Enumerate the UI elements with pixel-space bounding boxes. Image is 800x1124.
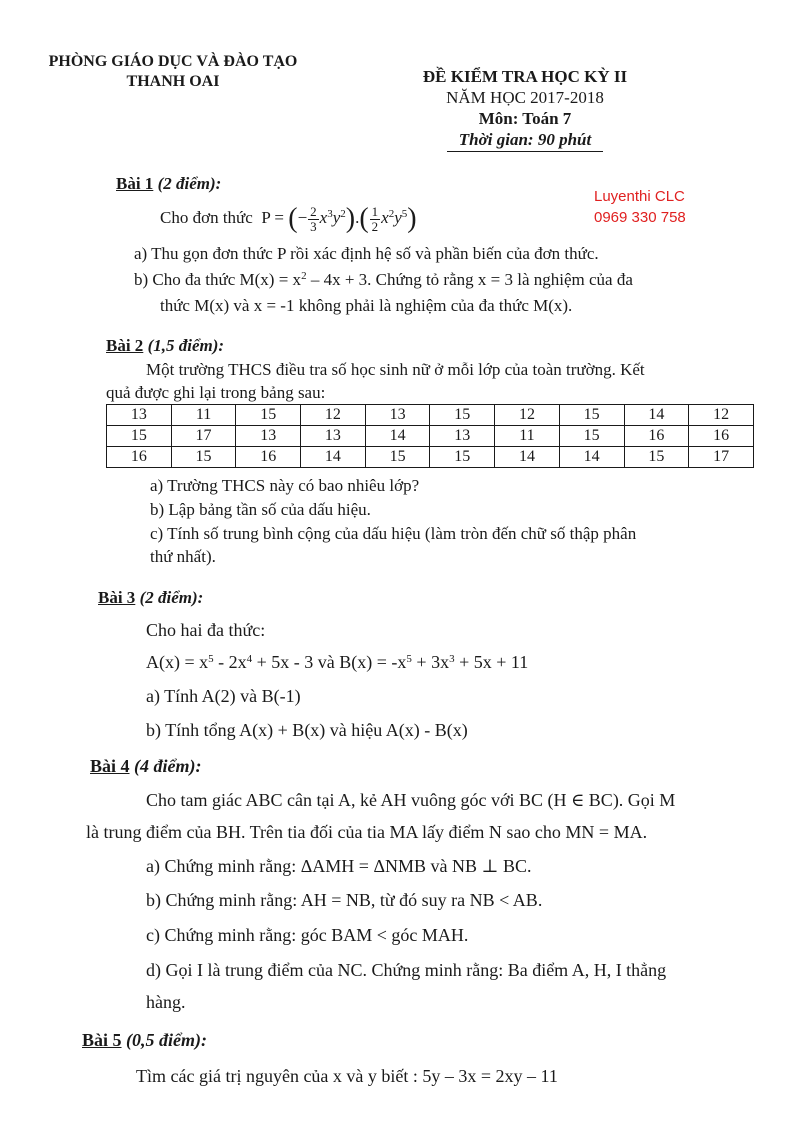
table-cell: 12 bbox=[689, 405, 754, 426]
school-year: NĂM HỌC 2017-2018 bbox=[446, 88, 604, 107]
bai1-part-a: a) Thu gọn đơn thức P rồi xác định hệ số và phần biến của đơn thức. bbox=[134, 244, 599, 263]
bai4-part-d-line2: hàng. bbox=[146, 992, 186, 1012]
bai3-points: (2 điểm): bbox=[139, 588, 204, 607]
fraction-1-numerator: 2 bbox=[310, 203, 317, 219]
table-cell: 11 bbox=[171, 405, 236, 426]
table-cell: 16 bbox=[689, 426, 754, 447]
exp: 2 bbox=[301, 270, 307, 282]
bai2-part-c-line2: thứ nhất). bbox=[150, 547, 216, 566]
bai2-points: (1,5 điểm): bbox=[147, 336, 225, 355]
bai5-label: Bài 5 bbox=[82, 1030, 122, 1050]
table-row bbox=[107, 426, 754, 447]
exp: 5 bbox=[406, 653, 412, 665]
poly-part: + 5x - 3 và B(x) = -x bbox=[252, 652, 407, 672]
table-row bbox=[107, 447, 754, 468]
table-cell: 14 bbox=[495, 447, 560, 468]
table-cell: 15 bbox=[107, 426, 172, 447]
district-name: THANH OAI bbox=[126, 73, 220, 90]
table-cell: 16 bbox=[236, 447, 301, 468]
bai2-part-a: a) Trường THCS này có bao nhiêu lớp? bbox=[150, 476, 420, 495]
poly-part: + 3x bbox=[411, 652, 450, 672]
exam-title: ĐỀ KIỂM TRA HỌC KỲ II bbox=[422, 67, 628, 86]
bai3-title bbox=[98, 588, 203, 608]
bai1-intro: Cho đơn thức bbox=[160, 208, 253, 227]
table-cell: 15 bbox=[624, 447, 689, 468]
bai2-label: Bài 2 bbox=[106, 336, 144, 355]
bai1-b-text-2: – 4x + 3. Chứng tỏ rằng x = 3 là nghiệm của đa bbox=[306, 270, 633, 289]
formula-lhs: P = bbox=[261, 208, 284, 227]
data-table bbox=[106, 404, 754, 468]
var-x: x bbox=[381, 208, 389, 227]
exp: 3 bbox=[327, 208, 333, 220]
table-cell: 12 bbox=[495, 405, 560, 426]
table-cell: 14 bbox=[301, 447, 366, 468]
fraction-2-denominator: 2 bbox=[371, 218, 379, 234]
bai5-points: (0,5 điểm): bbox=[126, 1030, 207, 1050]
bai4-intro-2: là trung điểm của BH. Trên tia đối của tia MA lấy điểm N sao cho MN = MA. bbox=[86, 822, 648, 842]
table-cell: 13 bbox=[107, 405, 172, 426]
bai1-part-b bbox=[134, 270, 633, 290]
table-cell: 14 bbox=[559, 447, 624, 468]
table-cell: 15 bbox=[559, 426, 624, 447]
bai1-formula-line: Cho đơn thức P = (− $\frac{2}{3}$ $x^3y^2$).( $\frac{1}{2}$ $x^2y^5$) bbox=[160, 203, 417, 235]
watermark-line1: Luyenthi CLC bbox=[594, 188, 685, 205]
exp: 2 bbox=[388, 208, 395, 220]
bai2-part-c: c) Tính số trung bình cộng của dấu hiệu (làm tròn đến chữ số thập phân bbox=[150, 524, 637, 543]
bai4-part-b: b) Chứng minh rằng: AH = NB, từ đó suy ra NB < AB. bbox=[146, 890, 543, 910]
table-cell: 13 bbox=[365, 405, 430, 426]
bai3-part-a: a) Tính A(2) và B(-1) bbox=[146, 686, 301, 706]
table-cell: 13 bbox=[430, 426, 495, 447]
bai1-title bbox=[116, 174, 221, 194]
table-cell: 14 bbox=[624, 405, 689, 426]
exp: 5 bbox=[208, 653, 214, 665]
table-cell: 17 bbox=[171, 426, 236, 447]
var-y: y bbox=[332, 208, 341, 227]
var-y: y bbox=[394, 208, 402, 227]
bai4-part-c: c) Chứng minh rằng: góc BAM < góc MAH. bbox=[146, 925, 469, 945]
table-cell: 16 bbox=[624, 426, 689, 447]
exp: 4 bbox=[246, 653, 253, 665]
fraction-1-denominator: 3 bbox=[310, 218, 317, 234]
table-cell: 15 bbox=[171, 447, 236, 468]
fraction-2-numerator: 1 bbox=[371, 203, 379, 219]
poly-part: - 2x bbox=[213, 652, 247, 672]
subject: Môn: Toán 7 bbox=[478, 109, 572, 128]
watermark bbox=[594, 186, 686, 228]
exp: 2 bbox=[340, 208, 346, 220]
table-cell: 15 bbox=[559, 405, 624, 426]
bai2-intro-1: Một trường THCS điều tra số học sinh nữ ở mỗi lớp của toàn trường. Kết bbox=[146, 360, 645, 379]
dot: . bbox=[355, 208, 360, 227]
bai5-title bbox=[82, 1030, 207, 1051]
table-cell: 17 bbox=[689, 447, 754, 468]
table-cell: 15 bbox=[430, 405, 495, 426]
table-cell: 14 bbox=[365, 426, 430, 447]
exp: 5 bbox=[401, 208, 408, 220]
bai4-part-d: d) Gọi I là trung điểm của NC. Chứng minh rằng: Ba điểm A, H, I thẳng bbox=[146, 960, 667, 980]
bai1-part-b-line2: thức M(x) và x = -1 không phải là nghiệm của đa thức M(x). bbox=[160, 296, 573, 315]
exp: 3 bbox=[449, 653, 455, 665]
table-cell: 13 bbox=[236, 426, 301, 447]
bai3-intro: Cho hai đa thức: bbox=[146, 620, 266, 640]
bai4-title bbox=[90, 756, 202, 777]
minus-sign: − bbox=[297, 208, 308, 227]
table-cell: 15 bbox=[365, 447, 430, 468]
bai4-points: (4 điểm): bbox=[134, 756, 202, 776]
bai4-label: Bài 4 bbox=[90, 756, 130, 776]
poly-part: + 5x + 11 bbox=[454, 652, 529, 672]
poly-part: A(x) = x bbox=[146, 652, 209, 672]
bai1-label: Bài 1 bbox=[116, 174, 154, 193]
bai4-intro-1: Cho tam giác ABC cân tại A, kẻ AH vuông góc với BC (H ∈ BC). Gọi M bbox=[146, 790, 676, 810]
bai2-intro-2: quả được ghi lại trong bảng sau: bbox=[106, 383, 326, 402]
bai1-b-text: b) Cho đa thức M(x) = x bbox=[134, 270, 302, 289]
table-cell: 13 bbox=[301, 426, 366, 447]
bai3-label: Bài 3 bbox=[98, 588, 136, 607]
bai5-text: Tìm các giá trị nguyên của x và y biết : 5y – 3x = 2xy – 11 bbox=[136, 1066, 558, 1086]
bai3-polynomials bbox=[146, 652, 528, 673]
department-name: PHÒNG GIÁO DỤC VÀ ĐÀO TẠO bbox=[48, 53, 298, 70]
table-cell: 15 bbox=[236, 405, 301, 426]
department-header bbox=[38, 52, 308, 92]
table-cell: 11 bbox=[495, 426, 560, 447]
bai1-points: (2 điểm): bbox=[157, 174, 222, 193]
fraction-1 bbox=[308, 205, 319, 234]
fraction-2 bbox=[370, 205, 381, 234]
time-limit: Thời gian: 90 phút bbox=[447, 129, 603, 152]
bai2-part-b: b) Lập bảng tần số của dấu hiệu. bbox=[150, 500, 371, 519]
bai2-title bbox=[106, 336, 224, 356]
var-x: x bbox=[319, 208, 328, 227]
table-cell: 16 bbox=[107, 447, 172, 468]
bai3-part-b: b) Tính tổng A(x) + B(x) và hiệu A(x) - B(x) bbox=[146, 720, 468, 740]
table-cell: 12 bbox=[301, 405, 366, 426]
exam-header bbox=[390, 66, 660, 152]
watermark-line2: 0969 330 758 bbox=[594, 209, 686, 226]
table-row bbox=[107, 405, 754, 426]
bai4-part-a: a) Chứng minh rằng: ΔAMH = ΔNMB và NB ⊥ BC. bbox=[146, 856, 532, 876]
table-cell: 15 bbox=[430, 447, 495, 468]
